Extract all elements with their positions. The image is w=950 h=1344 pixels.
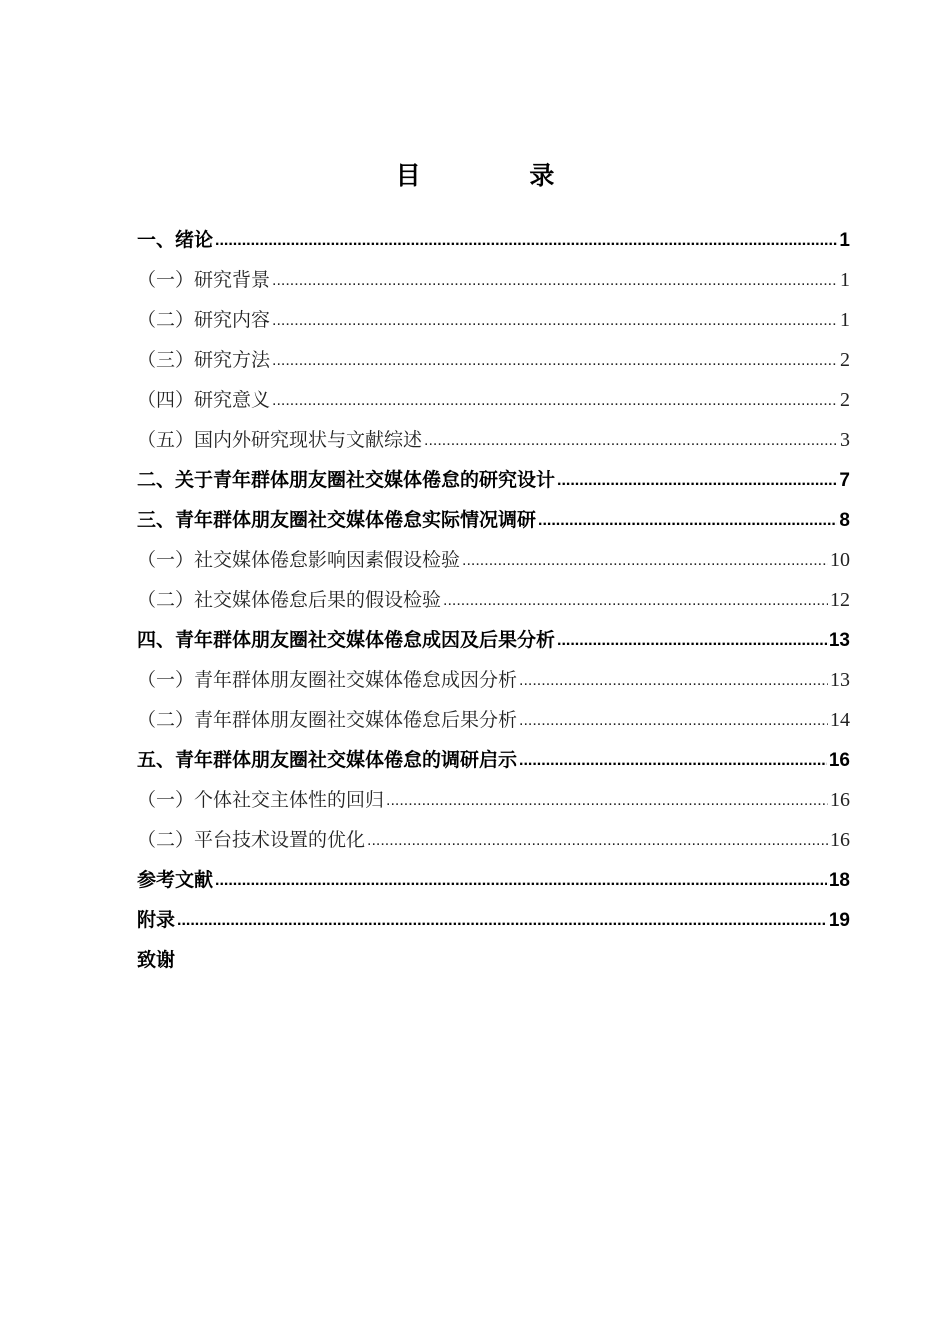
toc-chapter-entry[interactable]	[137, 900, 850, 940]
toc-entry-label: （一）研究背景	[137, 269, 271, 291]
toc-page-number: 18	[828, 870, 850, 891]
toc-page-number: 10	[830, 549, 850, 571]
toc-section-entry[interactable]	[137, 340, 850, 380]
toc-dot-leader	[386, 779, 828, 821]
toc-dot-leader	[367, 819, 828, 861]
toc-chapter-entry[interactable]	[137, 860, 850, 900]
toc-page-number: 16	[828, 750, 850, 771]
toc-chapter-entry[interactable]	[137, 500, 850, 540]
toc-dot-leader	[215, 219, 837, 261]
toc-page-number: 12	[830, 589, 850, 611]
toc-dot-leader	[443, 579, 828, 621]
toc-section-entry[interactable]	[137, 380, 850, 420]
page-title: 目 录	[395, 161, 605, 190]
toc-entry-label: （一）个体社交主体性的回归	[137, 789, 385, 811]
toc-entry-label: 附录	[137, 909, 176, 931]
toc-entry-label: 四、青年群体朋友圈社交媒体倦怠成因及后果分析	[137, 629, 556, 651]
toc-dot-leader	[272, 259, 838, 301]
toc-entry-label: 致谢	[137, 949, 176, 971]
toc-entry-label: （三）研究方法	[137, 349, 271, 371]
toc-section-entry[interactable]	[137, 260, 850, 300]
toc-dot-leader	[519, 659, 828, 701]
toc-entry-label: 一、绪论	[137, 229, 214, 251]
toc-page-number: 3	[840, 429, 850, 451]
toc-section-entry[interactable]	[137, 660, 850, 700]
toc-page-number: 1	[839, 230, 850, 251]
toc-chapter-entry[interactable]	[137, 460, 850, 500]
toc-entry-label: 三、青年群体朋友圈社交媒体倦怠实际情况调研	[137, 509, 537, 531]
toc-entry-label: （五）国内外研究现状与文献综述	[137, 429, 423, 451]
toc-page-number: 2	[840, 349, 850, 371]
toc-page-number: 13	[828, 630, 850, 651]
toc-entry-label: 参考文献	[137, 869, 214, 891]
toc-page-number: 2	[840, 389, 850, 411]
toc-chapter-entry[interactable]	[137, 740, 850, 780]
toc-dot-leader	[272, 379, 838, 421]
toc-chapter-entry[interactable]	[137, 620, 850, 660]
toc-entry-label: （二）青年群体朋友圈社交媒体倦怠后果分析	[137, 709, 518, 731]
toc-page-number: 16	[830, 829, 850, 851]
toc-section-entry[interactable]	[137, 780, 850, 820]
toc-page-number: 13	[830, 669, 850, 691]
toc-dot-leader	[177, 899, 827, 941]
toc-dot-leader	[519, 699, 828, 741]
table-of-contents	[137, 220, 850, 980]
toc-dot-leader	[272, 299, 838, 341]
toc-section-entry[interactable]	[137, 580, 850, 620]
toc-page-number: 16	[830, 789, 850, 811]
toc-dot-leader	[557, 619, 827, 661]
toc-entry-label: （四）研究意义	[137, 389, 271, 411]
toc-dot-leader	[215, 859, 827, 901]
toc-entry-label: 二、关于青年群体朋友圈社交媒体倦怠的研究设计	[137, 469, 556, 491]
toc-page-number: 19	[828, 910, 850, 931]
toc-section-entry[interactable]	[137, 700, 850, 740]
toc-section-entry[interactable]	[137, 540, 850, 580]
toc-section-entry[interactable]	[137, 300, 850, 340]
toc-dot-leader	[272, 339, 838, 381]
toc-chapter-entry[interactable]	[137, 940, 850, 980]
toc-entry-label: （一）社交媒体倦怠影响因素假设检验	[137, 549, 461, 571]
toc-dot-leader	[557, 459, 837, 501]
toc-dot-leader	[424, 419, 838, 461]
toc-section-entry[interactable]	[137, 820, 850, 860]
toc-page-number: 14	[830, 709, 850, 731]
toc-page-number: 1	[840, 309, 850, 331]
toc-page-number: 8	[839, 510, 850, 531]
toc-dot-leader	[462, 539, 828, 581]
toc-page-number: 7	[839, 470, 850, 491]
toc-dot-leader	[538, 499, 837, 541]
toc-entry-label: 五、青年群体朋友圈社交媒体倦怠的调研启示	[137, 749, 518, 771]
toc-entry-label: （二）社交媒体倦怠后果的假设检验	[137, 589, 442, 611]
toc-page-number: 1	[840, 269, 850, 291]
toc-entry-label: （二）研究内容	[137, 309, 271, 331]
toc-entry-label: （二）平台技术设置的优化	[137, 829, 366, 851]
toc-chapter-entry[interactable]	[137, 220, 850, 260]
toc-dot-leader	[519, 739, 827, 781]
toc-entry-label: （一）青年群体朋友圈社交媒体倦怠成因分析	[137, 669, 518, 691]
toc-section-entry[interactable]	[137, 420, 850, 460]
